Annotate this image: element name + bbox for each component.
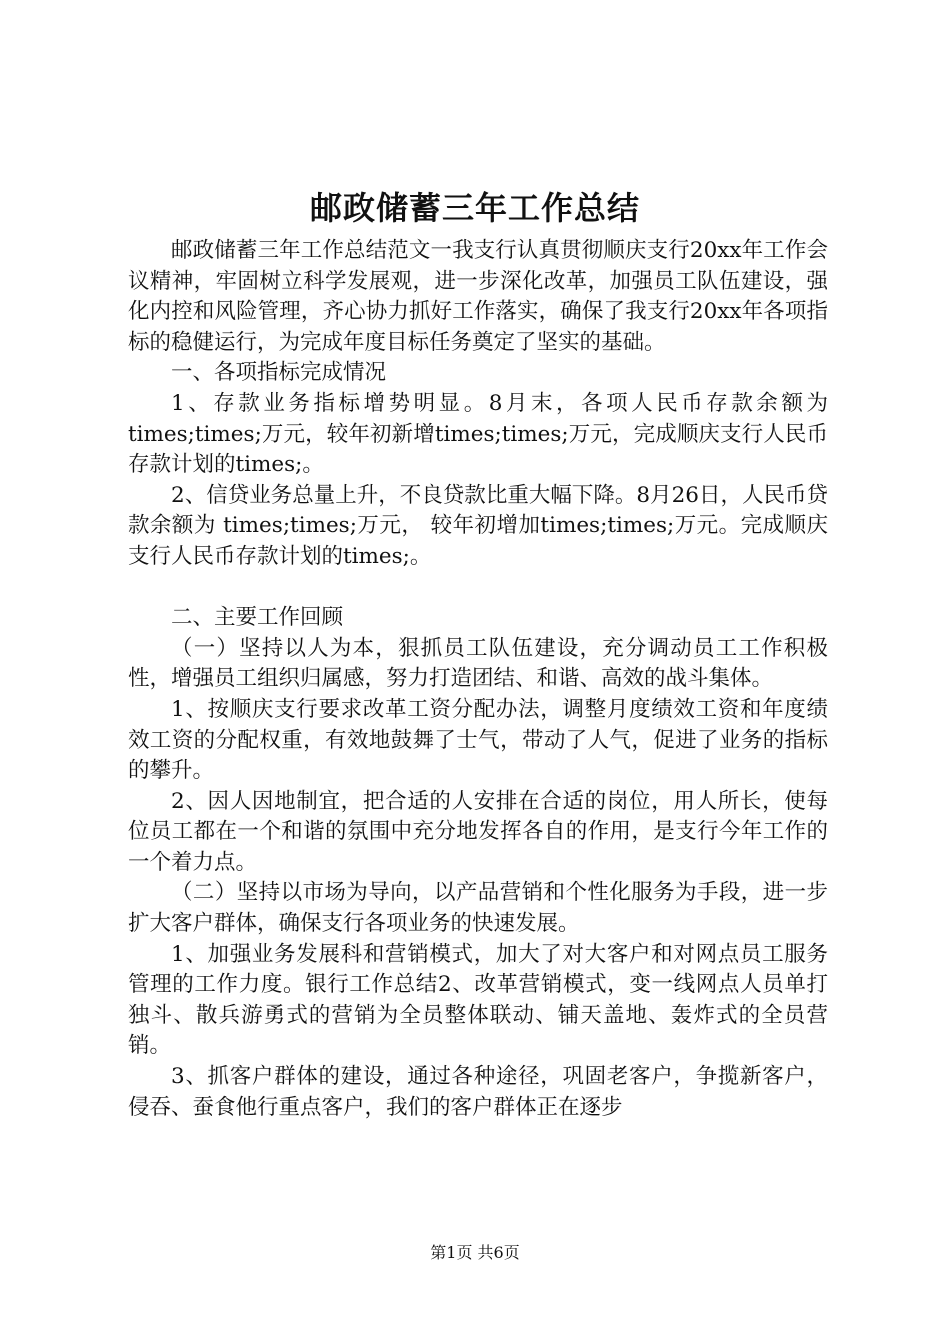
section-heading-2: 二、主要工作回顾 (171, 605, 344, 631)
paragraph-staffing: 2、因人因地制宜，把合适的人安排在合适的岗位，用人所长，使每位员工都在一个和谐的氛围中充分地发挥各自的作用，是支行今年工作的一个着力点。 (128, 788, 828, 875)
paragraph-salary-reform: 1、按顺庆支行要求改革工资分配办法，调整月度绩效工资和年度绩效工资的分配权重，有效地鼓舞了士气，带动了人气，促进了业务的指标的攀升。 (128, 696, 828, 784)
section-heading-1: 一、各项指标完成情况 (171, 360, 387, 386)
document-title: 邮政储蓄三年工作总结 (309, 189, 640, 227)
paragraph-marketing-model: 1、加强业务发展科和营销模式，加大了对大客户和对网点员工服务管理的工作力度。银行工作总结2、改革营销模式，变一线网点人员单打独斗、散兵游勇式的营销为全员整体联动、铺天盖地、轰炸式的全员营销。 (128, 941, 828, 1059)
document-body (128, 236, 828, 1123)
paragraph-people-first: （一）坚持以人为本，狠抓员工队伍建设，充分调动员工工作积极性，增强员工组织归属感，努力打造团结、和谐、高效的战斗集体。 (128, 635, 828, 692)
paragraph-market-oriented: （二）坚持以市场为导向，以产品营销和个性化服务为手段，进一步扩大客户群体，确保支行各项业务的快速发展。 (128, 880, 828, 937)
paragraph-customer-base: 3、抓客户群体的建设，通过各种途径，巩固老客户，争揽新客户，侵吞、蚕食他行重点客户，我们的客户群体正在逐步 (128, 1064, 828, 1120)
paragraph-credit: 2、信贷业务总量上升，不良贷款比重大幅下降。8月26日，人民币贷款余额为 times;times;万元， 较年初增加times;times;万元。完成顺庆支行人民币存款计划的times;。 (128, 482, 828, 569)
paragraph-deposit: 1、存款业务指标增势明显。8月末，各项人民币存款余额为times;times;万元，较年初新增times;times;万元，完成顺庆支行人民币存款计划的times;。 (128, 390, 828, 478)
paragraph-intro: 邮政储蓄三年工作总结范文一我支行认真贯彻顺庆支行20xx年工作会议精神，牢固树立科学发展观，进一步深化改革，加强员工队伍建设，强化内控和风险管理，齐心协力抓好工作落实，确保了我支行20xx年各项指标的稳健运行，为完成年度目标任务奠定了坚实的基础。 (128, 238, 828, 355)
page-number-footer: 第1页 共6页 (430, 1243, 520, 1262)
blank-line (128, 573, 828, 604)
